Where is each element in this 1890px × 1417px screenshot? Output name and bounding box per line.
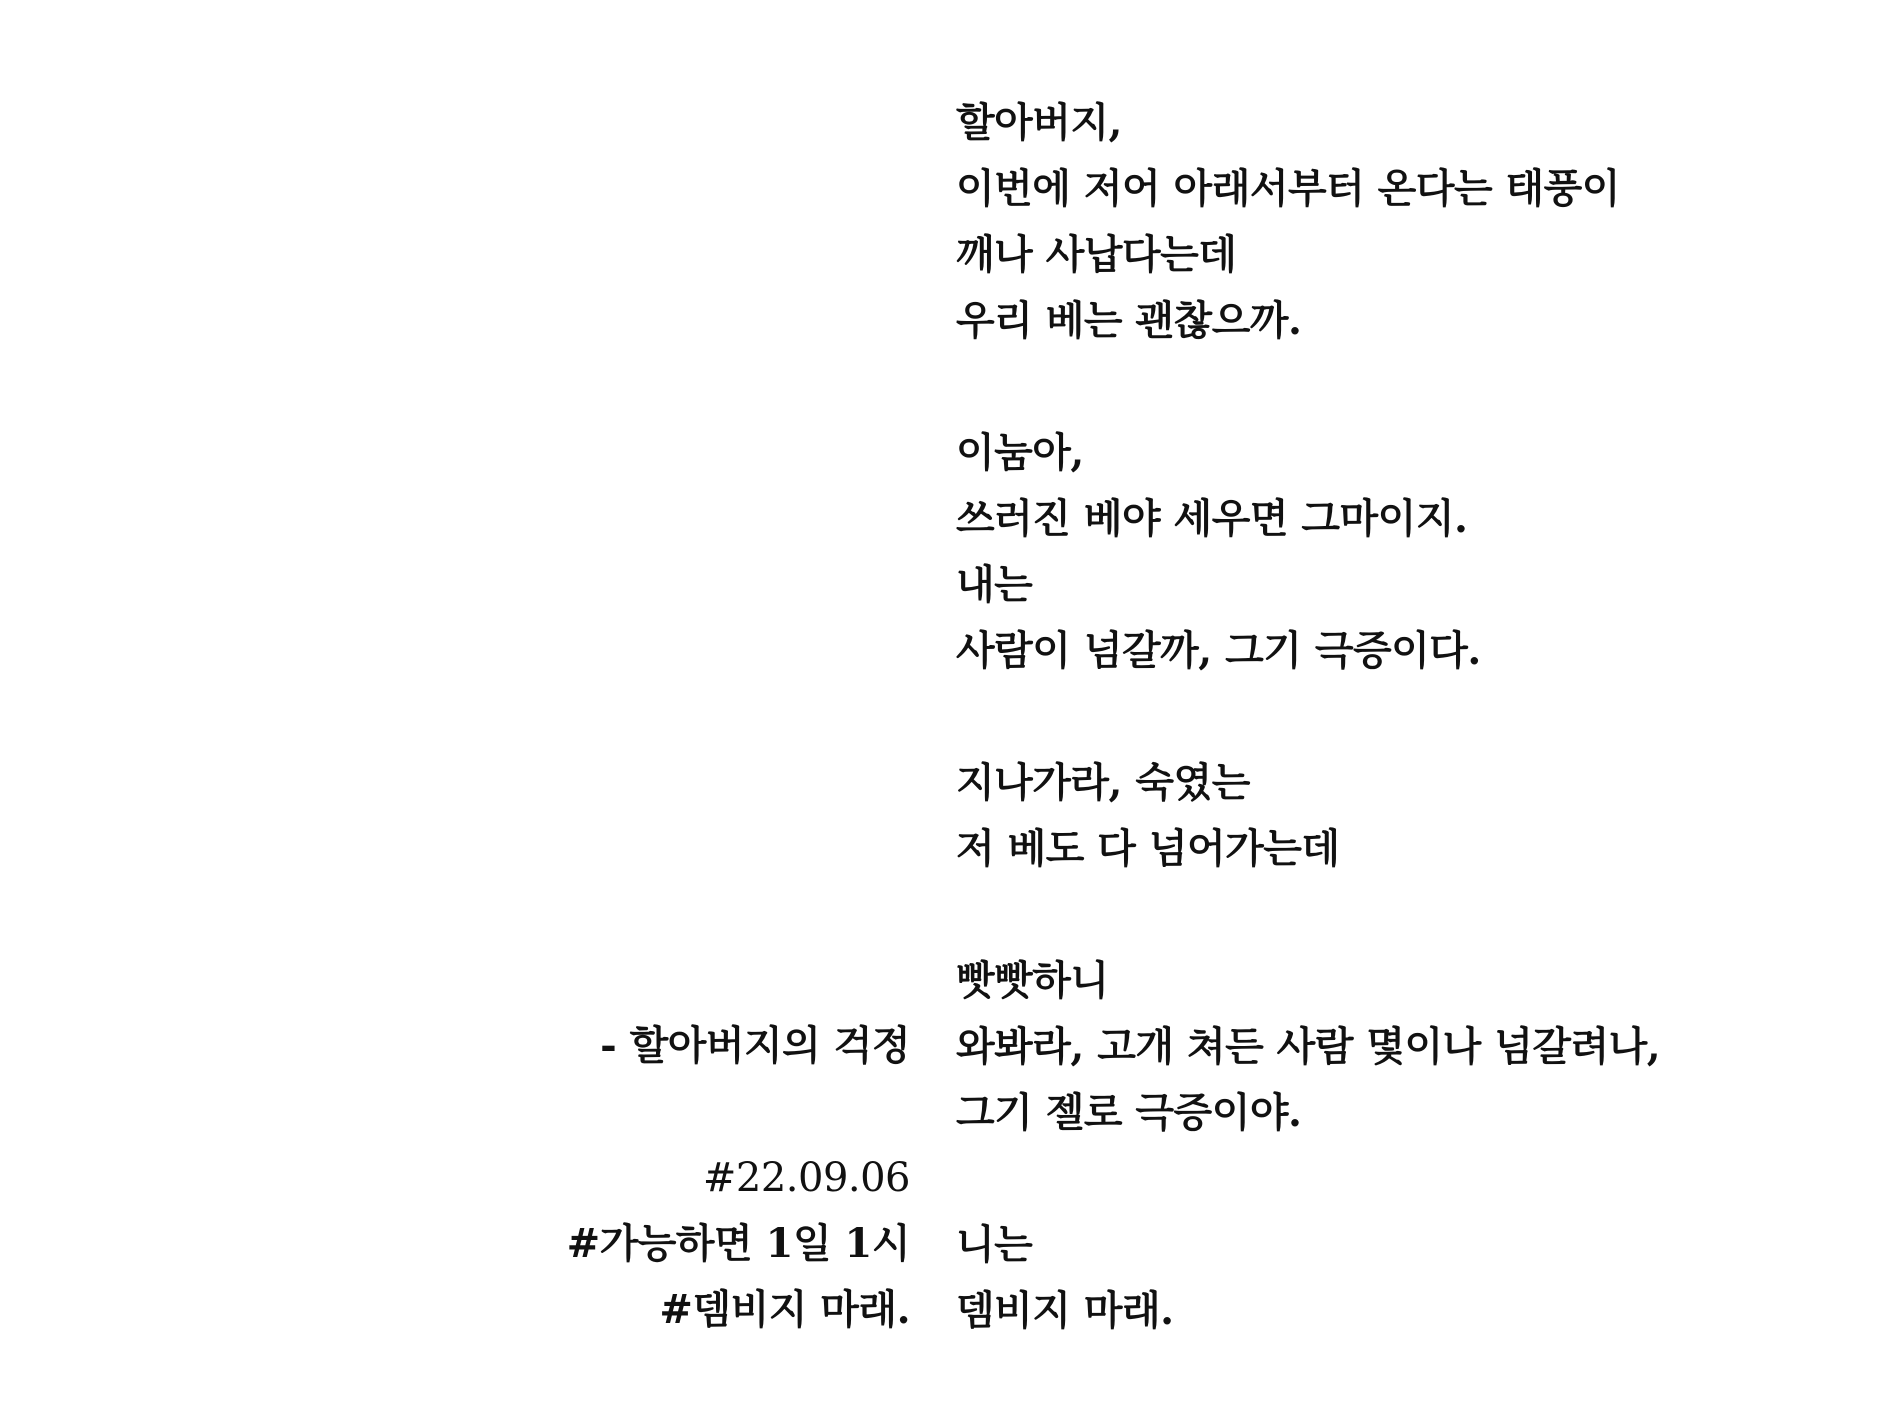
hashtag: #뎀비지 마래. <box>659 1286 910 1333</box>
poem-line-blank <box>956 882 1660 948</box>
poem-line: 지나가라, 숙였는 <box>956 759 1250 806</box>
poem-line: 깨나 사납다는데 <box>956 231 1237 278</box>
poem-line: 이번에 저어 아래서부터 온다는 태풍이 <box>956 165 1620 212</box>
poem-line: 그기 젤로 극증이야. <box>956 1089 1302 1136</box>
poem-line: 사람이 넘갈까, 그기 극증이다. <box>956 627 1481 674</box>
author-caption: - 할아버지의 걱정 <box>600 1022 910 1069</box>
poem-line: 우리 베는 괜찮으까. <box>956 297 1302 344</box>
poem-line: 니는 <box>956 1221 1033 1268</box>
poem-line: 쓰러진 베야 세우면 그마이지. <box>956 495 1468 542</box>
hashtag: #가능하면 1일 1시 <box>566 1220 910 1267</box>
poem-line-blank <box>956 1146 1660 1212</box>
poem-line: 와봐라, 고개 쳐든 사람 몇이나 넘갈려나, <box>956 1023 1661 1070</box>
poem-line: 뎀비지 마래. <box>956 1287 1174 1334</box>
poem-line-blank <box>956 354 1660 420</box>
poem-line: 할아버지, <box>956 99 1122 146</box>
poem-body <box>956 90 1660 1344</box>
poem-line: 내는 <box>956 561 1033 608</box>
date-tag: #22.09.06 <box>702 1155 910 1201</box>
poem-line-blank <box>956 684 1660 750</box>
poem-line: 저 베도 다 넘어가는데 <box>956 825 1340 872</box>
poem-line: 빳빳하니 <box>956 957 1109 1004</box>
poem-line: 이눔아, <box>956 429 1084 476</box>
